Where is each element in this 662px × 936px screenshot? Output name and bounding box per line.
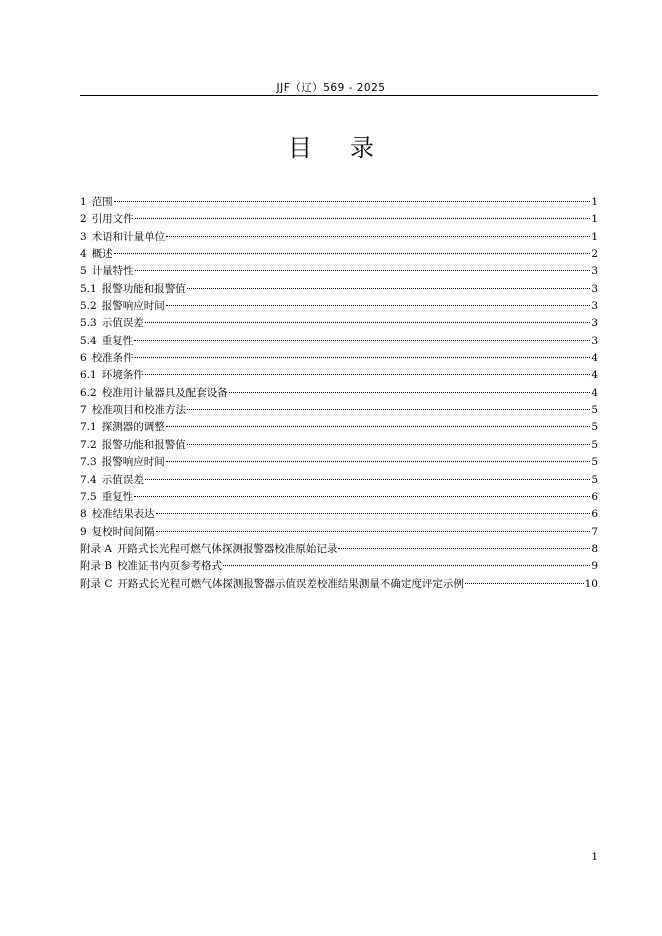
toc-leader-dots — [166, 426, 591, 427]
toc-leader-dots — [465, 583, 584, 584]
toc-leader-dots — [229, 392, 591, 393]
toc-entry-page: 6 — [591, 508, 598, 521]
toc-entry[interactable] — [80, 454, 598, 471]
toc-leader-dots — [145, 374, 591, 375]
toc-entry-page: 5 — [591, 438, 598, 451]
toc-entry-label: 报警响应时间 — [101, 300, 165, 313]
toc-entry[interactable] — [80, 194, 598, 211]
toc-entry[interactable] — [80, 506, 598, 523]
toc-entry-label: 开路式长光程可燃气体探测报警器示值误差校准结果测量不确定度评定示例 — [117, 577, 464, 590]
header-divider — [80, 95, 598, 96]
toc-leader-dots — [187, 288, 591, 289]
toc-entry-number: 3 — [80, 230, 87, 243]
toc-entry-page: 1 — [591, 230, 598, 243]
toc-entry-page: 5 — [591, 421, 598, 434]
toc-entry-label: 概述 — [91, 248, 113, 261]
toc-entry-label: 开路式长光程可燃气体探测报警器校准原始记录 — [116, 542, 338, 555]
toc-entry-page: 3 — [591, 317, 598, 330]
toc-entry-number: 7.1 — [80, 421, 97, 434]
toc-entry[interactable] — [80, 524, 598, 541]
toc-entry[interactable] — [80, 315, 598, 332]
toc-entry-number: 5.3 — [80, 317, 97, 330]
toc-leader-dots — [223, 565, 590, 566]
toc-entry[interactable] — [80, 333, 598, 350]
toc-leader-dots — [156, 531, 591, 532]
toc-entry-page: 4 — [591, 369, 598, 382]
toc-entry-page: 5 — [591, 473, 598, 486]
toc-entry-label: 校准证书内页参考格式 — [117, 560, 223, 573]
toc-leader-dots — [135, 218, 591, 219]
toc-entry[interactable] — [80, 298, 598, 315]
toc-entry-label: 术语和计量单位 — [91, 230, 166, 243]
toc-entry-number: 6.2 — [80, 386, 97, 399]
toc-leader-dots — [187, 444, 591, 445]
toc-entry-number: 5.2 — [80, 300, 97, 313]
table-of-contents — [80, 194, 598, 593]
toc-entry[interactable] — [80, 385, 598, 402]
toc-entry-label: 校准项目和校准方法 — [91, 404, 187, 417]
toc-entry[interactable] — [80, 281, 598, 298]
toc-leader-dots — [135, 270, 591, 271]
toc-entry[interactable] — [80, 350, 598, 367]
toc-leader-dots — [134, 340, 590, 341]
toc-entry-number: 7.4 — [80, 473, 97, 486]
toc-entry-number: 9 — [80, 525, 87, 538]
toc-entry-page: 3 — [591, 300, 598, 313]
toc-entry-number: 7 — [80, 404, 87, 417]
toc-entry-label: 报警功能和报警值 — [101, 282, 186, 295]
toc-entry-page: 5 — [591, 456, 598, 469]
toc-entry-page: 4 — [591, 386, 598, 399]
toc-entry-label: 示值误差 — [101, 317, 144, 330]
toc-entry-page: 7 — [591, 525, 598, 538]
toc-leader-dots — [156, 513, 591, 514]
toc-entry[interactable] — [80, 263, 598, 280]
toc-entry-number: 2 — [80, 213, 87, 226]
toc-entry-label: 探测器的调整 — [101, 421, 165, 434]
toc-entry-page: 3 — [591, 282, 598, 295]
toc-entry[interactable] — [80, 229, 598, 246]
toc-entry-label: 示值误差 — [101, 473, 144, 486]
toc-entry-page: 1 — [591, 196, 598, 208]
toc-leader-dots — [145, 479, 591, 480]
toc-leader-dots — [166, 305, 591, 306]
toc-entry[interactable] — [80, 489, 598, 506]
toc-leader-dots — [166, 461, 591, 462]
toc-entry[interactable] — [80, 472, 598, 489]
toc-entry[interactable] — [80, 211, 598, 228]
toc-entry-label: 重复性 — [101, 490, 134, 503]
toc-entry-number: 6.1 — [80, 369, 97, 382]
footer-page-number: 1 — [591, 851, 598, 863]
toc-leader-dots — [114, 201, 591, 202]
toc-leader-dots — [338, 548, 590, 549]
toc-leader-dots — [166, 236, 590, 237]
toc-entry-label: 报警响应时间 — [101, 456, 165, 469]
toc-entry-page: 5 — [591, 404, 598, 417]
toc-entry[interactable] — [80, 246, 598, 263]
toc-entry-number: 附录 C — [80, 577, 113, 590]
toc-entry[interactable] — [80, 437, 598, 454]
toc-entry-label: 计量特性 — [91, 265, 134, 278]
toc-entry-page: 3 — [591, 334, 598, 347]
toc-leader-dots — [135, 357, 591, 358]
toc-entry-page: 10 — [584, 577, 598, 590]
toc-entry-number: 5.1 — [80, 282, 97, 295]
toc-leader-dots — [187, 409, 590, 410]
toc-entry-number: 4 — [80, 248, 87, 261]
toc-entry-label: 引用文件 — [91, 213, 134, 226]
toc-leader-dots — [134, 496, 590, 497]
toc-entry-number: 7.3 — [80, 456, 97, 469]
toc-entry-page: 8 — [591, 542, 598, 555]
toc-entry-number: 附录 A — [80, 542, 112, 555]
toc-entry-number: 附录 B — [80, 560, 113, 573]
toc-entry-label: 校准用计量器具及配套设备 — [101, 386, 228, 399]
toc-entry-page: 2 — [591, 248, 598, 261]
toc-leader-dots — [145, 322, 591, 323]
toc-entry[interactable] — [80, 558, 598, 575]
toc-entry[interactable] — [80, 402, 598, 419]
toc-entry-page: 4 — [591, 352, 598, 365]
toc-entry-number: 5 — [80, 265, 87, 278]
toc-entry-number: 5.4 — [80, 334, 97, 347]
toc-entry-label: 校准条件 — [91, 352, 134, 365]
toc-entry-page: 3 — [591, 265, 598, 278]
toc-entry[interactable] — [80, 576, 598, 593]
toc-entry[interactable] — [80, 541, 598, 558]
toc-entry-label: 校准结果表达 — [91, 508, 155, 521]
toc-entry[interactable] — [80, 419, 598, 436]
toc-entry-number: 6 — [80, 352, 87, 365]
toc-entry-number: 8 — [80, 508, 87, 521]
toc-entry-page: 9 — [591, 560, 598, 573]
toc-entry-page: 1 — [591, 213, 598, 226]
toc-entry-label: 重复性 — [101, 334, 134, 347]
page-title: 目录 — [288, 134, 412, 162]
document-code-header: JJF（辽）569 - 2025 — [276, 82, 386, 94]
toc-entry-label: 报警功能和报警值 — [101, 438, 186, 451]
toc-entry-label: 环境条件 — [101, 369, 144, 382]
toc-entry-page: 6 — [591, 490, 598, 503]
toc-entry-number: 1 — [80, 196, 87, 208]
toc-entry-label: 范围 — [91, 196, 113, 208]
toc-leader-dots — [114, 253, 591, 254]
toc-entry-number: 7.5 — [80, 490, 97, 503]
toc-entry[interactable] — [80, 367, 598, 384]
toc-entry-label: 复校时间间隔 — [91, 525, 155, 538]
toc-entry-number: 7.2 — [80, 438, 97, 451]
